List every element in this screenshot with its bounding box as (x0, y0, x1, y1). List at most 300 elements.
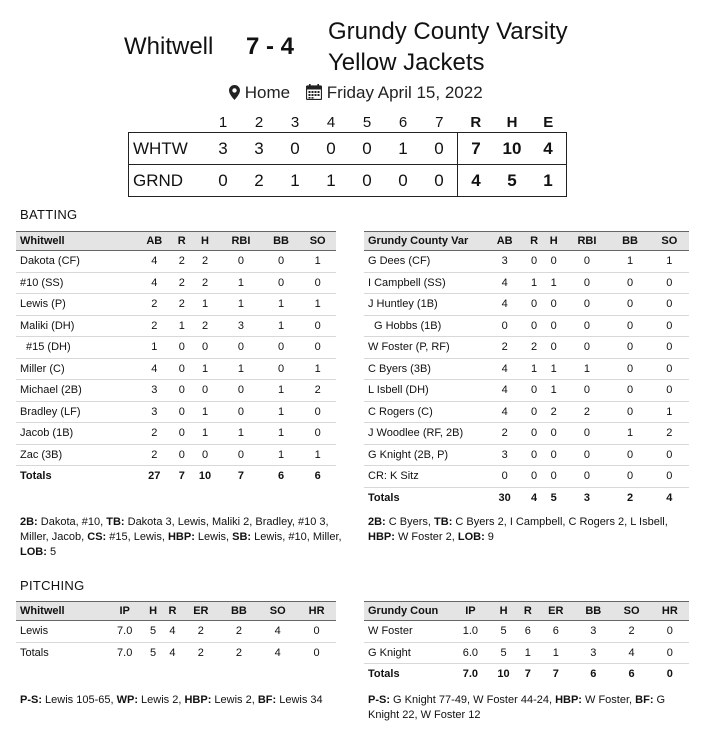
player-name: Jacob (1B) (16, 423, 136, 445)
stat-value: 0 (485, 315, 524, 337)
stat-value: 0 (650, 294, 689, 316)
stat-value: 0 (610, 337, 649, 359)
player-name: G Knight (2B, P) (364, 444, 485, 466)
pitching-table-home (364, 601, 689, 685)
totals-label: Totals (368, 668, 400, 681)
stat-value: 1 (610, 423, 649, 445)
totals-value: 27 (148, 470, 161, 483)
note-text: C Byers, (385, 516, 435, 528)
stat-value: 0 (650, 466, 689, 488)
pitching-section-title: PITCHING (20, 578, 85, 593)
inning-score: 0 (385, 165, 421, 197)
line-score-header (129, 112, 567, 133)
totals-value: 4 (274, 646, 281, 659)
stat-header: R (518, 602, 537, 621)
totals-value: 2 (235, 646, 242, 659)
note-label: BF: (257, 694, 277, 706)
location-label: Home (244, 83, 291, 102)
stat-value: 0 (610, 380, 649, 402)
stat-value: 4 (485, 294, 524, 316)
stat-value: 4 (485, 272, 524, 294)
stat-value: 0 (299, 272, 336, 294)
stat-value: 0 (650, 358, 689, 380)
totals-value: 7 (178, 470, 185, 483)
stat-header: ER (182, 602, 219, 621)
stat-header: SO (258, 602, 297, 621)
player-name: G Hobbs (1B) (364, 315, 485, 337)
stat-value: 4 (136, 251, 173, 273)
player-name: Dakota (CF) (16, 251, 136, 273)
stat-value: 0 (263, 251, 300, 273)
stat-header: AB (485, 232, 524, 251)
player-name: G Dees (CF) (364, 251, 485, 273)
stat-header: H (544, 232, 564, 251)
note-label: SB: (232, 531, 252, 543)
note-text: Lewis, (194, 531, 233, 543)
inning-score: 3 (241, 133, 277, 165)
table-row (16, 401, 336, 423)
inning-header: 4 (326, 113, 336, 131)
stat-value: 1 (191, 294, 219, 316)
stat-value: 0 (263, 272, 300, 294)
stat-value: 2 (191, 272, 219, 294)
inning-score: 0 (313, 133, 349, 165)
player-name: G Knight (364, 642, 452, 664)
inning-score: 0 (277, 133, 313, 165)
note-text: G Knight 22, W Foster 12 (368, 694, 666, 721)
player-name: Michael (2B) (16, 380, 136, 402)
stat-value: 0 (564, 272, 611, 294)
pitching-team-header: Grundy Coun (364, 602, 452, 621)
stat-value: 3 (136, 380, 173, 402)
stat-value: 0 (610, 466, 649, 488)
stat-value: 0 (610, 358, 649, 380)
stat-value: 0 (610, 315, 649, 337)
table-row (364, 337, 689, 359)
stat-header: AB (136, 232, 173, 251)
map-pin-icon (229, 83, 245, 102)
player-name: Zac (3B) (16, 444, 136, 466)
totals-row (364, 487, 689, 508)
stat-header: H (489, 602, 518, 621)
stat-header: IP (452, 602, 489, 621)
player-name: Maliki (DH) (16, 315, 136, 337)
stat-value: 3 (574, 642, 612, 664)
stat-value: 5 (489, 642, 518, 664)
hits-total: 10 (494, 133, 530, 165)
stat-header: BB (263, 232, 300, 251)
stat-value: 1 (219, 272, 263, 294)
stat-header: HR (297, 602, 336, 621)
inning-score: 3 (205, 133, 241, 165)
stat-value: 0 (650, 380, 689, 402)
stat-value: 0 (544, 337, 564, 359)
note-text: W Foster, (581, 694, 636, 706)
stat-value: 2 (191, 251, 219, 273)
player-name: W Foster (P, RF) (364, 337, 485, 359)
game-date (306, 83, 483, 103)
table-row (16, 423, 336, 445)
stat-value: 1 (650, 251, 689, 273)
stat-value: 1 (191, 423, 219, 445)
table-row (16, 294, 336, 316)
table-row (16, 358, 336, 380)
totals-value: 7 (237, 470, 244, 483)
stat-value: 4 (136, 272, 173, 294)
batting-team-header: Grundy County Var (364, 232, 485, 251)
stat-value: 2 (220, 621, 259, 643)
batting-team-header: Whitwell (16, 232, 136, 251)
stat-value: 3 (136, 401, 173, 423)
stat-value: 0 (485, 466, 524, 488)
stat-value: 2 (524, 337, 544, 359)
stat-value: 0 (173, 380, 191, 402)
stat-value: 0 (299, 315, 336, 337)
note-label: P-S: (20, 694, 42, 706)
calendar-icon (306, 83, 327, 102)
inning-header: 1 (218, 113, 228, 131)
stat-value: 1 (219, 294, 263, 316)
stat-value: 0 (564, 337, 611, 359)
stat-value: 1 (299, 251, 336, 273)
stat-value: 2 (136, 423, 173, 445)
totals-value: 4 (531, 491, 538, 504)
stat-header: BB (574, 602, 612, 621)
batting-section-title: BATTING (20, 207, 78, 222)
stat-value: 3 (485, 444, 524, 466)
stat-value: 2 (612, 621, 650, 643)
stat-value: 0 (299, 401, 336, 423)
note-text: C Byers 2, I Campbell, C Rogers 2, L Isbell, (452, 516, 668, 528)
note-text: Dakota 3, Lewis, Maliki 2, Bradley, #10 3, Miller, Jacob, (20, 516, 329, 543)
stat-value: 1 (537, 642, 574, 664)
table-row (16, 251, 336, 273)
stat-value: 1 (299, 358, 336, 380)
stat-header: BB (610, 232, 649, 251)
table-row (364, 294, 689, 316)
table-row (364, 642, 689, 664)
line-score-team: GRND (129, 165, 206, 197)
stat-value: 2 (564, 401, 611, 423)
inning-score: 0 (349, 133, 385, 165)
stat-value: 2 (485, 337, 524, 359)
totals-value: 30 (498, 491, 511, 504)
stat-value: 1 (544, 358, 564, 380)
stat-value: 0 (544, 423, 564, 445)
stat-value: 2 (173, 272, 191, 294)
table-row (364, 315, 689, 337)
totals-value: 6 (277, 470, 285, 483)
location (229, 83, 290, 103)
stat-value: 2 (136, 444, 173, 466)
stat-value: 4 (485, 401, 524, 423)
stat-header: SO (299, 232, 336, 251)
totals-value: 10 (198, 470, 212, 483)
totals-label: Totals (368, 491, 400, 504)
stat-value: 0 (191, 380, 219, 402)
stat-value: 7.0 (106, 621, 143, 643)
note-text: Lewis 2, (138, 694, 185, 706)
stat-header: IP (106, 602, 143, 621)
stat-value: 5 (489, 621, 518, 643)
stat-value: 0 (299, 337, 336, 359)
stat-value: 0 (299, 423, 336, 445)
stat-value: 0 (564, 315, 611, 337)
stat-header: H (191, 232, 219, 251)
stat-value: 4 (485, 380, 524, 402)
stat-value: 0 (544, 466, 564, 488)
note-text: Dakota, #10, (37, 516, 107, 528)
game-date-label: Friday April 15, 2022 (326, 83, 483, 102)
batting-table-away (16, 231, 336, 487)
totals-row (16, 466, 336, 487)
totals-value: 6 (628, 668, 635, 681)
table-row (364, 272, 689, 294)
note-text: Lewis 34 (276, 694, 323, 706)
stat-value: 0 (219, 251, 263, 273)
stat-value: 2 (485, 423, 524, 445)
errors-total: 1 (530, 165, 567, 197)
player-name: I Campbell (SS) (364, 272, 485, 294)
pitching-notes-away (20, 693, 345, 708)
table-row (16, 315, 336, 337)
table-row (16, 444, 336, 466)
pitching-notes-home (368, 693, 686, 723)
note-text: 9 (484, 531, 494, 543)
stat-value: 0 (219, 380, 263, 402)
stat-value: 4 (612, 642, 650, 664)
stat-value: 6.0 (452, 642, 489, 664)
stat-value: 0 (191, 337, 219, 359)
stat-value: 0 (610, 294, 649, 316)
player-name: #15 (DH) (16, 337, 136, 359)
stat-value: 0 (219, 337, 263, 359)
player-name: #10 (SS) (16, 272, 136, 294)
stat-value: 0 (263, 337, 300, 359)
stat-value: 1 (544, 272, 564, 294)
totals-value: 0 (313, 646, 320, 659)
stat-value: 0 (564, 251, 611, 273)
inning-header: 2 (254, 113, 264, 131)
stat-header: BB (220, 602, 259, 621)
batting-table-home (364, 231, 689, 508)
stat-value: 1 (191, 358, 219, 380)
stat-value: 1 (564, 358, 611, 380)
stat-value: 0 (263, 358, 300, 380)
pitching-table-away (16, 601, 336, 663)
player-name: L Isbell (DH) (364, 380, 485, 402)
totals-label: Totals (20, 470, 52, 483)
stat-value: 1 (263, 380, 300, 402)
totals-value: 5 (150, 646, 157, 659)
stat-value: 2 (173, 294, 191, 316)
totals-value: 2 (626, 491, 634, 504)
stat-value: 0 (564, 444, 611, 466)
stat-header: R (163, 602, 182, 621)
stat-value: 0 (173, 444, 191, 466)
stat-value: 1 (173, 315, 191, 337)
stat-value: 2 (182, 621, 219, 643)
line-score-row (129, 133, 567, 165)
table-row (364, 401, 689, 423)
stat-value: 1 (650, 401, 689, 423)
player-name: C Byers (3B) (364, 358, 485, 380)
hits-total: 5 (494, 165, 530, 197)
stat-value: 0 (564, 294, 611, 316)
inning-score: 1 (313, 165, 349, 197)
stat-value: 0 (219, 401, 263, 423)
stat-value: 1 (191, 401, 219, 423)
player-name: J Woodlee (RF, 2B) (364, 423, 485, 445)
stat-value: 3 (574, 621, 612, 643)
stat-value: 4 (163, 621, 182, 643)
stat-value: 0 (564, 466, 611, 488)
stat-value: 3 (485, 251, 524, 273)
table-row (364, 358, 689, 380)
note-label: LOB: (457, 531, 485, 543)
inning-score: 1 (385, 133, 421, 165)
errors-total: 4 (530, 133, 567, 165)
stat-value: 1 (263, 294, 300, 316)
stat-header: H (143, 602, 162, 621)
table-row (364, 621, 689, 643)
line-score-row (129, 165, 567, 197)
stat-value: 0 (524, 294, 544, 316)
stat-value: 6 (537, 621, 574, 643)
stat-value: 0 (297, 621, 336, 643)
stat-value: 0 (544, 315, 564, 337)
stat-value: 0 (564, 423, 611, 445)
line-score-table (128, 112, 567, 197)
table-row (16, 621, 336, 643)
stat-header: SO (612, 602, 650, 621)
totals-value: 6 (314, 470, 321, 483)
stat-value: 2 (650, 423, 689, 445)
stat-value: 0 (173, 358, 191, 380)
stat-value: 0 (610, 401, 649, 423)
stat-value: 0 (524, 251, 544, 273)
stat-value: 0 (650, 315, 689, 337)
inning-score: 2 (241, 165, 277, 197)
stat-value: 0 (650, 272, 689, 294)
stat-value: 1 (263, 444, 300, 466)
pitching-team-header: Whitwell (16, 602, 106, 621)
note-label: 2B: (20, 516, 38, 528)
stat-value: 0 (173, 337, 191, 359)
totals-value: 4 (666, 491, 673, 504)
note-label: TB: (106, 516, 125, 528)
stat-value: 1 (524, 358, 544, 380)
totals-value: 5 (550, 491, 557, 504)
note-label: HBP: (368, 531, 395, 543)
totals-value: 7.0 (462, 668, 479, 681)
line-score-team-header (129, 112, 206, 133)
stat-value: 0 (173, 423, 191, 445)
note-label: TB: (434, 516, 453, 528)
note-text: 5 (46, 546, 57, 558)
home-team-name-line1: Grundy County Varsity (328, 18, 568, 45)
player-name: Bradley (LF) (16, 401, 136, 423)
stat-value: 1 (524, 272, 544, 294)
totals-value: 4 (169, 646, 176, 659)
stat-header: RBI (564, 232, 611, 251)
totals-value: 7 (524, 668, 531, 681)
stat-value: 0 (544, 294, 564, 316)
table-row (16, 272, 336, 294)
note-label: LOB: (20, 546, 47, 558)
stat-value: 1 (263, 315, 300, 337)
table-row (364, 444, 689, 466)
stat-value: 0 (651, 642, 689, 664)
player-name: Miller (C) (16, 358, 136, 380)
note-text: W Foster 2, (394, 531, 458, 543)
totals-value: 6 (590, 668, 597, 681)
stat-value: 4 (258, 621, 297, 643)
runs-total: 4 (458, 165, 495, 197)
stat-value: 1 (544, 380, 564, 402)
stat-value: 2 (136, 294, 173, 316)
stat-value: 0 (544, 444, 564, 466)
stat-value: 0 (650, 337, 689, 359)
note-text: G Knight 77-49, W Foster 44-24, (390, 694, 556, 706)
stat-value: 0 (544, 251, 564, 273)
stat-value: 5 (143, 621, 162, 643)
inning-score: 0 (421, 165, 458, 197)
stat-value: 0 (650, 444, 689, 466)
final-score: 7 - 4 (246, 33, 295, 60)
inning-score: 0 (205, 165, 241, 197)
stat-value: 1 (518, 642, 537, 664)
stat-value: 1.0 (452, 621, 489, 643)
hits-header: H (506, 113, 518, 131)
stat-value: 0 (610, 444, 649, 466)
away-team-name: Whitwell (124, 33, 214, 60)
inning-header: 3 (290, 113, 300, 131)
stat-value: 0 (524, 423, 544, 445)
stat-header: HR (651, 602, 689, 621)
player-name: Lewis (P) (16, 294, 136, 316)
stat-value: 1 (263, 423, 300, 445)
note-label: CS: (87, 531, 107, 543)
note-label: BF: (635, 694, 654, 706)
note-text: Lewis 105-65, (42, 694, 117, 706)
stat-header: R (173, 232, 191, 251)
stat-value: 2 (136, 315, 173, 337)
stat-value: 6 (518, 621, 537, 643)
inning-score: 1 (277, 165, 313, 197)
stat-value: 0 (564, 380, 611, 402)
batting-notes-home (368, 515, 686, 545)
inning-score: 0 (349, 165, 385, 197)
stat-value: 1 (299, 444, 336, 466)
stat-value: 1 (610, 251, 649, 273)
stat-value: 1 (136, 337, 173, 359)
stat-value: 4 (136, 358, 173, 380)
stat-value: 0 (524, 466, 544, 488)
stat-value: 0 (651, 621, 689, 643)
stat-value: 2 (173, 251, 191, 273)
note-label: HBP: (555, 694, 582, 706)
totals-value: 3 (583, 491, 591, 504)
inning-score: 0 (421, 133, 458, 165)
stat-value: 3 (219, 315, 263, 337)
player-name: J Huntley (1B) (364, 294, 485, 316)
inning-header: 6 (398, 113, 408, 131)
stat-value: 1 (299, 294, 336, 316)
totals-value: 7.0 (117, 646, 133, 659)
stat-header: SO (650, 232, 689, 251)
runs-header: R (470, 113, 482, 131)
